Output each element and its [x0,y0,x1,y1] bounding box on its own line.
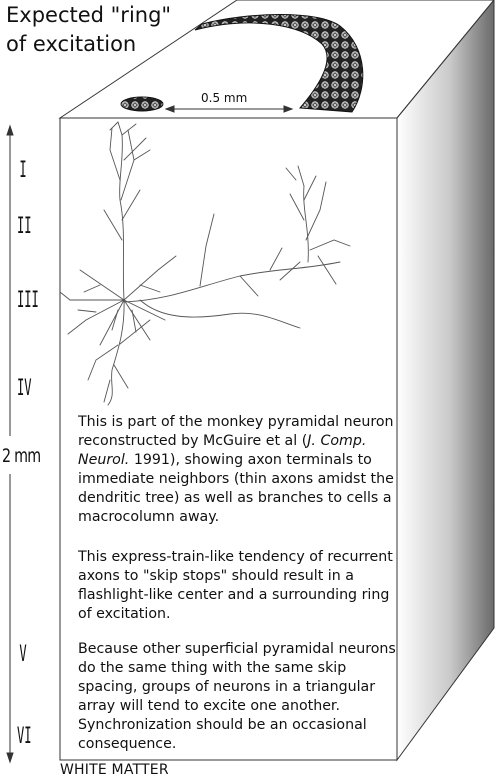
depth-label: 2 mm [2,445,41,467]
layer-label-vi: VI [16,724,32,749]
title-line-2: of excitation [6,32,137,56]
layer-label-i: I [19,158,27,183]
description-paragraph-1: This is part of the monkey pyramidal neuron reconstructed by McGuire et al (J. Comp. Neurol. 1991), showing axon terminals to immediate neighbors (thin axons amidst the dendritic tree) as well as branches to cells a macrocolumn away. [78,414,394,525]
title-line-1: Expected "ring" [6,3,172,27]
journal-name: J. Comp. Neurol. [78,433,367,468]
white-matter-label: WHITE MATTER [60,762,169,778]
layer-label-v: V [19,642,27,667]
layer-label-iv: IV [16,376,32,401]
block-side-face [397,0,494,760]
description-paragraph-2: This express-train-like tendency of recurrent axons to "skip stops" should result in a flashlight-like center and a surrounding ring of excitation. [78,549,393,622]
depth-arrow [7,126,13,762]
layer-label-ii: II [16,214,32,239]
excitation-center-cluster [121,97,163,111]
scale-label: 0.5 mm [201,91,248,105]
layer-label-iii: III [16,288,39,313]
description-paragraph-3: Because other superficial pyramidal neurons do the same thing with the same skip spacing, groups of neurons in a triangular array will tend to excite one another. Synchronization should be an occasional consequence. [78,641,396,752]
